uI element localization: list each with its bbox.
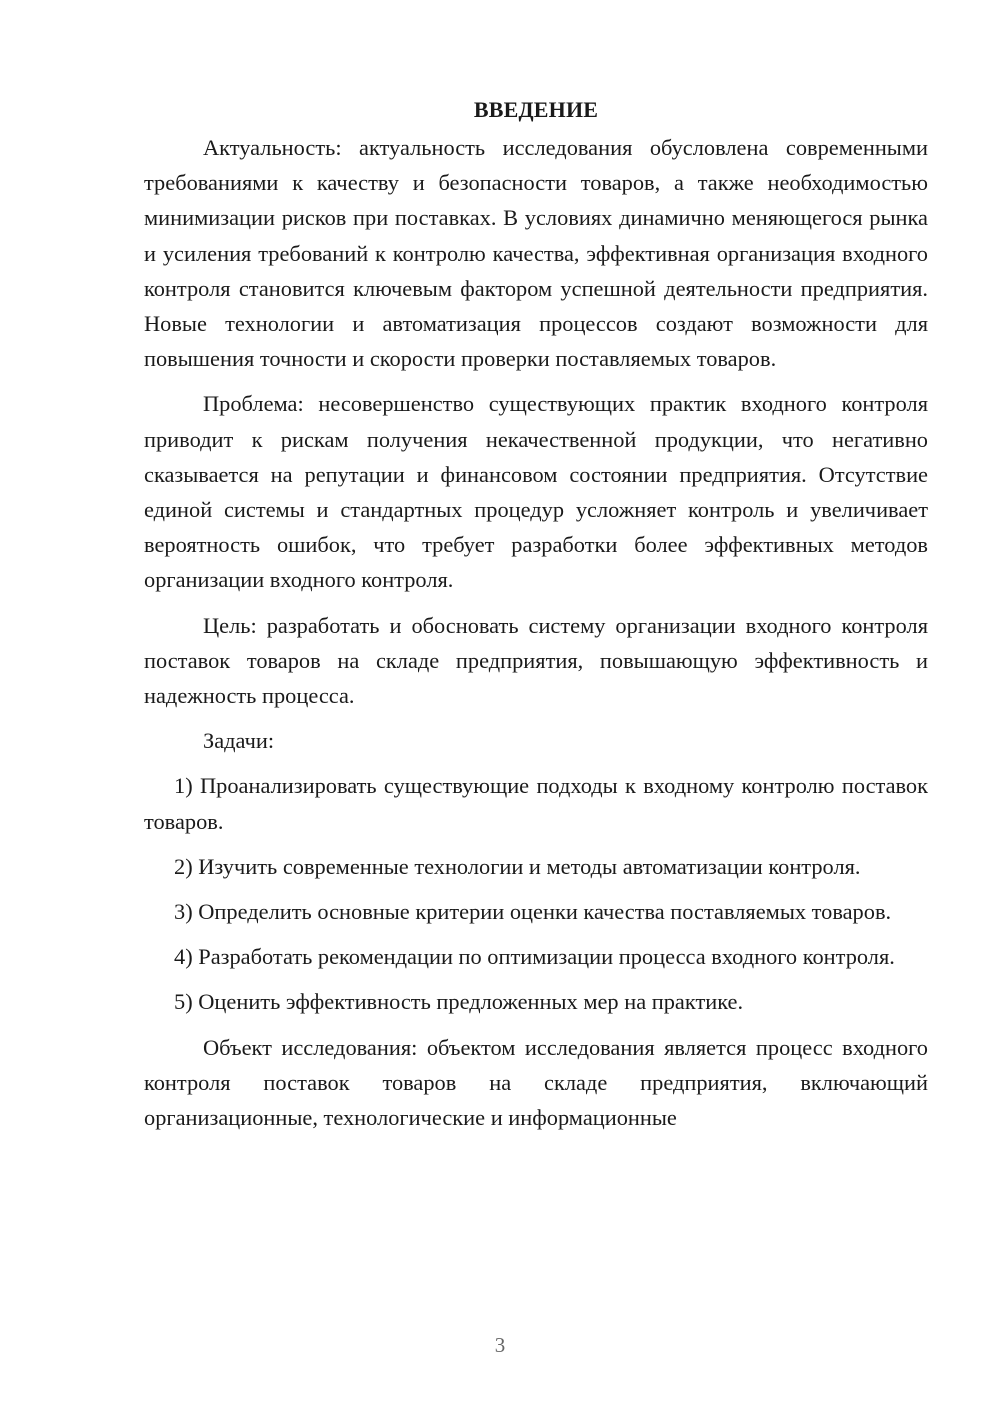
tasks-label: Задачи: (203, 728, 275, 754)
task-item: 1) Проанализировать существующие подходы к входному контролю поставок товаров. (144, 773, 928, 834)
task-item: 3) Определить основные критерии оценки качества поставляемых товаров. (174, 899, 892, 925)
document-page (144, 92, 928, 1145)
page-title: ВВЕДЕНИЕ (473, 97, 599, 122)
problem-paragraph: Проблема: несовершенство существующих практик входного контроля приводит к рискам получения некачественной продукции, что негативно сказывается на репутации и финансовом состоянии предприятия. Отсутствие единой системы и стандартных процедур усложняет контроль и увеличивает вероятность ошибок, что требует разработки более эффективных методов организации входного контроля. (144, 391, 928, 593)
task-item: 5) Оценить эффективность предложенных мер на практике. (174, 989, 744, 1015)
page-number: 3 (494, 1333, 506, 1357)
goal-paragraph: Цель: разработать и обосновать систему организации входного контроля поставок товаров на складе предприятия, повышающую эффективность и надежность процесса. (144, 612, 928, 709)
task-item: 2) Изучить современные технологии и методы автоматизации контроля. (174, 853, 861, 879)
task-item: 4) Разработать рекомендации по оптимизации процесса входного контроля. (174, 944, 895, 970)
relevance-paragraph: Актуальность: актуальность исследования обусловлена современными требованиями к качеству и безопасности товаров, а также необходимостью минимизации рисков при поставках. В условиях динамично меняющегося рынка и усиления требований к контролю качества, эффективная организация входного контроля становится ключевым фактором успешной деятельности предприятия. Новые технологии и автоматизация процессов создают возможности для повышения точности и скорости проверки поставляемых товаров. (144, 135, 928, 372)
object-paragraph: Объект исследования: объектом исследования является процесс входного контроля поставок товаров на складе предприятия, включающий организационные, технологические и информационные (144, 1034, 928, 1131)
